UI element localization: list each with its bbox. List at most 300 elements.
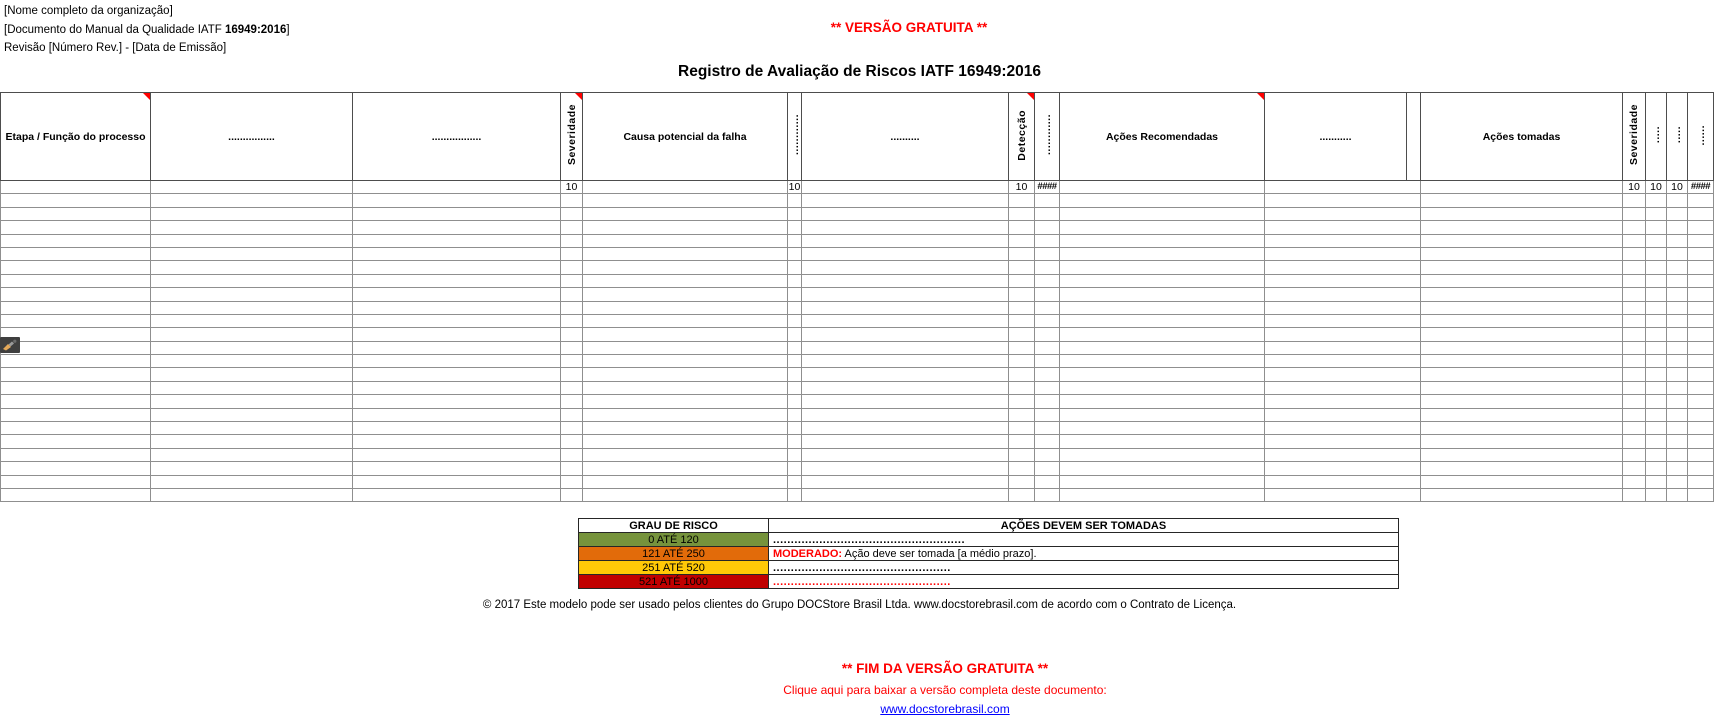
grid-cell[interactable] — [561, 314, 583, 327]
grid-cell[interactable] — [788, 328, 802, 341]
grid-cell[interactable] — [561, 355, 583, 368]
grid-cell[interactable] — [1667, 194, 1688, 207]
grid-cell[interactable] — [1060, 194, 1265, 207]
grid-cell[interactable] — [1, 448, 151, 461]
grid-cell[interactable] — [1421, 462, 1623, 475]
grid-cell[interactable] — [1623, 221, 1646, 234]
grid-cell[interactable] — [353, 274, 561, 287]
grid-cell[interactable] — [353, 207, 561, 220]
grid-cell[interactable] — [1688, 355, 1714, 368]
grid-cell[interactable] — [353, 194, 561, 207]
grid-cell[interactable] — [583, 422, 788, 435]
grid-cell[interactable] — [788, 301, 802, 314]
grid-cell[interactable] — [1421, 247, 1623, 260]
grid-cell[interactable] — [1421, 314, 1623, 327]
grid-cell[interactable] — [1035, 274, 1060, 287]
grid-cell[interactable] — [1688, 448, 1714, 461]
grid-cell[interactable] — [583, 328, 788, 341]
grid-cell[interactable] — [1060, 435, 1265, 448]
grid-cell[interactable] — [561, 247, 583, 260]
grid-cell[interactable] — [1, 435, 151, 448]
grid-cell[interactable]: 10 — [1667, 181, 1688, 194]
grid-cell[interactable] — [151, 381, 353, 394]
grid-cell[interactable] — [353, 221, 561, 234]
grid-cell[interactable] — [1421, 475, 1623, 488]
grid-cell[interactable] — [1646, 448, 1667, 461]
grid-cell[interactable] — [788, 488, 802, 501]
grid-cell[interactable] — [1667, 435, 1688, 448]
grid-cell[interactable] — [1265, 221, 1421, 234]
grid-cell[interactable] — [151, 435, 353, 448]
grid-cell[interactable] — [788, 247, 802, 260]
grid-cell[interactable] — [1060, 408, 1265, 421]
grid-cell[interactable] — [1667, 261, 1688, 274]
grid-cell[interactable] — [583, 368, 788, 381]
grid-cell[interactable] — [1265, 194, 1421, 207]
grid-cell[interactable] — [1667, 328, 1688, 341]
grid-cell[interactable] — [151, 181, 353, 194]
grid-cell[interactable] — [561, 341, 583, 354]
grid-cell[interactable] — [1688, 381, 1714, 394]
grid-cell[interactable] — [353, 408, 561, 421]
grid-cell[interactable] — [561, 435, 583, 448]
grid-cell[interactable] — [1667, 288, 1688, 301]
grid-cell[interactable] — [1623, 261, 1646, 274]
grid-cell[interactable] — [1009, 355, 1035, 368]
grid-cell[interactable] — [788, 341, 802, 354]
grid-cell[interactable] — [1688, 475, 1714, 488]
column-header-10[interactable] — [1265, 93, 1407, 181]
grid-cell[interactable] — [1035, 381, 1060, 394]
grid-cell[interactable] — [1265, 368, 1421, 381]
column-header-12[interactable] — [1421, 93, 1623, 181]
grid-cell[interactable] — [802, 221, 1009, 234]
grid-cell[interactable] — [1421, 274, 1623, 287]
grid-cell[interactable] — [1667, 314, 1688, 327]
grid-cell[interactable] — [561, 368, 583, 381]
grid-cell[interactable] — [1265, 247, 1421, 260]
grid-cell[interactable] — [1421, 368, 1623, 381]
grid-cell[interactable] — [1623, 368, 1646, 381]
grid-cell[interactable] — [151, 341, 353, 354]
grid-cell[interactable] — [561, 301, 583, 314]
grid-cell[interactable] — [1035, 234, 1060, 247]
grid-cell[interactable] — [1623, 247, 1646, 260]
grid-cell[interactable] — [1646, 462, 1667, 475]
grid-cell[interactable] — [353, 181, 561, 194]
grid-cell[interactable] — [151, 408, 353, 421]
grid-cell[interactable] — [1688, 194, 1714, 207]
grid-cell[interactable] — [1009, 368, 1035, 381]
grid-cell[interactable] — [1623, 408, 1646, 421]
grid-cell[interactable] — [1035, 422, 1060, 435]
grid-cell[interactable] — [353, 368, 561, 381]
grid-cell[interactable] — [1667, 408, 1688, 421]
grid-cell[interactable] — [1623, 194, 1646, 207]
grid-cell[interactable] — [561, 475, 583, 488]
grid-cell[interactable] — [1060, 234, 1265, 247]
grid-cell[interactable] — [1688, 422, 1714, 435]
grid-cell[interactable] — [353, 247, 561, 260]
grid-cell[interactable] — [1, 234, 151, 247]
grid-cell[interactable] — [788, 314, 802, 327]
grid-cell[interactable] — [1060, 181, 1265, 194]
grid-cell[interactable] — [1623, 435, 1646, 448]
grid-cell[interactable] — [561, 261, 583, 274]
grid-cell[interactable] — [1646, 422, 1667, 435]
grid-cell[interactable] — [802, 301, 1009, 314]
grid-cell[interactable] — [353, 488, 561, 501]
grid-cell[interactable] — [802, 381, 1009, 394]
column-header-0[interactable] — [1, 93, 151, 181]
grid-cell[interactable] — [1265, 274, 1421, 287]
grid-cell[interactable] — [1060, 274, 1265, 287]
grid-cell[interactable] — [1035, 247, 1060, 260]
grid-cell[interactable] — [1009, 341, 1035, 354]
column-header-6[interactable] — [802, 93, 1009, 181]
grid-cell[interactable] — [802, 288, 1009, 301]
grid-cell[interactable] — [151, 355, 353, 368]
grid-cell[interactable] — [583, 462, 788, 475]
grid-cell[interactable] — [1421, 381, 1623, 394]
grid-cell[interactable] — [561, 221, 583, 234]
grid-cell[interactable] — [1009, 274, 1035, 287]
grid-cell[interactable] — [1009, 448, 1035, 461]
grid-cell[interactable] — [1035, 448, 1060, 461]
grid-cell[interactable] — [1060, 368, 1265, 381]
grid-cell[interactable] — [1667, 341, 1688, 354]
grid-cell[interactable] — [1265, 234, 1421, 247]
grid-cell[interactable] — [353, 448, 561, 461]
grid-cell[interactable] — [1623, 341, 1646, 354]
grid-cell[interactable] — [1265, 408, 1421, 421]
grid-cell[interactable] — [353, 341, 561, 354]
grid-cell[interactable] — [561, 288, 583, 301]
grid-cell[interactable] — [1060, 422, 1265, 435]
grid-cell[interactable] — [1265, 488, 1421, 501]
grid-cell[interactable] — [583, 194, 788, 207]
grid-cell[interactable] — [802, 234, 1009, 247]
grid-cell[interactable] — [1265, 261, 1421, 274]
grid-cell[interactable] — [802, 475, 1009, 488]
grid-cell[interactable] — [1421, 234, 1623, 247]
grid-cell[interactable] — [151, 314, 353, 327]
grid-cell[interactable] — [151, 234, 353, 247]
grid-cell[interactable] — [561, 488, 583, 501]
grid-cell[interactable] — [1667, 368, 1688, 381]
grid-cell[interactable] — [1623, 448, 1646, 461]
grid-cell[interactable]: 10 — [788, 181, 801, 194]
grid-cell[interactable] — [1646, 194, 1667, 207]
grid-cell[interactable] — [1060, 288, 1265, 301]
grid-cell[interactable] — [1623, 462, 1646, 475]
grid-cell[interactable] — [1009, 381, 1035, 394]
grid-cell[interactable] — [1265, 381, 1421, 394]
grid-cell[interactable] — [1265, 395, 1421, 408]
grid-cell[interactable] — [151, 301, 353, 314]
grid-cell[interactable] — [1060, 221, 1265, 234]
grid-cell[interactable] — [802, 422, 1009, 435]
grid-cell[interactable] — [1623, 328, 1646, 341]
grid-cell[interactable] — [1623, 381, 1646, 394]
grid-cell[interactable] — [151, 395, 353, 408]
grid-cell[interactable] — [788, 462, 802, 475]
grid-cell[interactable] — [1, 368, 151, 381]
grid-cell[interactable] — [1646, 488, 1667, 501]
grid-cell[interactable] — [1688, 274, 1714, 287]
grid-cell[interactable] — [788, 395, 802, 408]
grid-cell[interactable] — [1667, 462, 1688, 475]
grid-cell[interactable] — [1009, 395, 1035, 408]
grid-cell[interactable] — [1060, 462, 1265, 475]
grid-cell[interactable] — [1035, 408, 1060, 421]
grid-cell[interactable] — [802, 488, 1009, 501]
grid-cell[interactable] — [802, 247, 1009, 260]
grid-cell[interactable] — [583, 207, 788, 220]
grid-cell[interactable] — [1623, 355, 1646, 368]
grid-cell[interactable] — [1, 194, 151, 207]
grid-cell[interactable] — [1688, 408, 1714, 421]
grid-cell[interactable] — [1646, 368, 1667, 381]
grid-cell[interactable] — [151, 288, 353, 301]
grid-cell[interactable] — [1265, 435, 1421, 448]
column-header-7[interactable] — [1009, 93, 1035, 181]
grid-cell[interactable] — [353, 328, 561, 341]
grid-cell[interactable] — [1421, 181, 1623, 194]
grid-cell[interactable] — [1688, 395, 1714, 408]
grid-cell[interactable] — [1009, 194, 1035, 207]
grid-cell[interactable] — [1688, 247, 1714, 260]
grid-cell[interactable]: 10 — [1623, 181, 1646, 194]
grid-cell[interactable] — [1667, 488, 1688, 501]
grid-cell[interactable] — [1265, 288, 1421, 301]
grid-cell[interactable] — [788, 288, 802, 301]
grid-cell[interactable] — [1009, 261, 1035, 274]
grid-cell[interactable] — [1, 355, 151, 368]
grid-cell[interactable] — [788, 422, 802, 435]
grid-cell[interactable] — [353, 462, 561, 475]
grid-cell[interactable] — [1265, 314, 1421, 327]
grid-cell[interactable] — [1688, 314, 1714, 327]
grid-cell[interactable] — [1667, 234, 1688, 247]
grid-cell[interactable] — [151, 207, 353, 220]
grid-cell[interactable] — [561, 234, 583, 247]
grid-cell[interactable] — [1667, 422, 1688, 435]
grid-cell[interactable] — [1667, 301, 1688, 314]
download-link[interactable]: www.docstorebrasil.com — [880, 702, 1010, 716]
grid-cell[interactable] — [1646, 261, 1667, 274]
grid-cell[interactable] — [1, 422, 151, 435]
column-header-2[interactable] — [353, 93, 561, 181]
grid-cell[interactable] — [353, 234, 561, 247]
grid-cell[interactable] — [583, 261, 788, 274]
grid-cell[interactable] — [1035, 328, 1060, 341]
grid-cell[interactable] — [1688, 341, 1714, 354]
grid-cell[interactable] — [1265, 462, 1421, 475]
grid-cell[interactable] — [583, 395, 788, 408]
grid-cell[interactable] — [151, 274, 353, 287]
grid-cell[interactable] — [1646, 314, 1667, 327]
grid-cell[interactable] — [583, 234, 788, 247]
grid-cell[interactable] — [1060, 475, 1265, 488]
grid-cell[interactable] — [1009, 408, 1035, 421]
grid-cell[interactable] — [1667, 274, 1688, 287]
grid-cell[interactable] — [583, 488, 788, 501]
grid-cell[interactable] — [1623, 234, 1646, 247]
grid-cell[interactable] — [561, 194, 583, 207]
grid-cell[interactable] — [1265, 355, 1421, 368]
grid-cell[interactable] — [1, 462, 151, 475]
grid-cell[interactable] — [1009, 314, 1035, 327]
column-header-16[interactable] — [1688, 93, 1714, 181]
grid-cell[interactable] — [788, 355, 802, 368]
column-header-9[interactable] — [1060, 93, 1265, 181]
grid-cell[interactable] — [1009, 207, 1035, 220]
grid-cell[interactable] — [1623, 475, 1646, 488]
grid-cell[interactable] — [1060, 247, 1265, 260]
grid-cell[interactable] — [583, 247, 788, 260]
grid-cell[interactable] — [1646, 207, 1667, 220]
grid-cell[interactable] — [1035, 194, 1060, 207]
grid-cell[interactable] — [788, 408, 802, 421]
grid-cell[interactable] — [583, 221, 788, 234]
grid-cell[interactable] — [1035, 341, 1060, 354]
grid-cell[interactable] — [1688, 207, 1714, 220]
grid-cell[interactable] — [1646, 408, 1667, 421]
grid-cell[interactable] — [1421, 435, 1623, 448]
grid-cell[interactable] — [802, 395, 1009, 408]
grid-cell[interactable] — [1035, 475, 1060, 488]
grid-cell[interactable] — [1646, 328, 1667, 341]
grid-cell[interactable] — [1646, 475, 1667, 488]
grid-cell[interactable] — [1, 221, 151, 234]
grid-cell[interactable] — [802, 194, 1009, 207]
grid-cell[interactable]: 10 — [561, 181, 583, 194]
grid-cell[interactable] — [151, 221, 353, 234]
grid-cell[interactable] — [788, 194, 802, 207]
grid-cell[interactable] — [802, 314, 1009, 327]
grid-cell[interactable] — [353, 288, 561, 301]
grid-cell[interactable] — [353, 475, 561, 488]
grid-cell[interactable] — [1688, 221, 1714, 234]
column-header-5[interactable] — [788, 93, 802, 181]
grid-cell[interactable] — [1009, 301, 1035, 314]
grid-cell[interactable] — [561, 448, 583, 461]
grid-cell[interactable] — [1, 341, 151, 354]
grid-cell[interactable] — [1265, 301, 1421, 314]
grid-cell[interactable] — [1, 395, 151, 408]
grid-cell[interactable] — [353, 261, 561, 274]
grid-cell[interactable] — [1646, 395, 1667, 408]
grid-cell[interactable] — [1060, 488, 1265, 501]
column-header-13[interactable] — [1623, 93, 1646, 181]
grid-cell[interactable] — [1009, 247, 1035, 260]
grid-cell[interactable] — [151, 328, 353, 341]
grid-cell[interactable] — [1265, 207, 1421, 220]
grid-cell[interactable] — [1667, 381, 1688, 394]
grid-cell[interactable] — [1060, 355, 1265, 368]
grid-cell[interactable] — [1646, 221, 1667, 234]
grid-cell[interactable] — [583, 448, 788, 461]
grid-cell[interactable] — [1060, 328, 1265, 341]
grid-cell[interactable] — [1646, 288, 1667, 301]
grid-cell[interactable] — [1623, 301, 1646, 314]
grid-cell[interactable] — [1623, 395, 1646, 408]
grid-cell[interactable] — [561, 422, 583, 435]
grid-cell[interactable] — [1623, 288, 1646, 301]
grid-cell[interactable] — [802, 207, 1009, 220]
grid-cell[interactable] — [802, 435, 1009, 448]
grid-cell[interactable] — [1646, 274, 1667, 287]
grid-cell[interactable] — [1035, 462, 1060, 475]
grid-cell[interactable] — [1421, 488, 1623, 501]
grid-cell[interactable] — [561, 274, 583, 287]
grid-cell[interactable] — [561, 462, 583, 475]
grid-cell[interactable] — [583, 355, 788, 368]
grid-cell[interactable] — [788, 368, 802, 381]
grid-cell[interactable] — [583, 314, 788, 327]
grid-cell[interactable] — [1, 301, 151, 314]
grid-cell[interactable]: 10 — [1009, 181, 1035, 194]
grid-cell[interactable] — [802, 448, 1009, 461]
grid-cell[interactable] — [1009, 488, 1035, 501]
grid-cell[interactable] — [788, 448, 802, 461]
column-header-8[interactable] — [1035, 93, 1060, 181]
grid-cell[interactable] — [353, 355, 561, 368]
grid-cell[interactable] — [151, 475, 353, 488]
format-brush-icon[interactable] — [0, 337, 20, 353]
grid-cell[interactable] — [561, 408, 583, 421]
column-header-15[interactable] — [1667, 93, 1688, 181]
grid-cell[interactable] — [1035, 368, 1060, 381]
grid-cell[interactable] — [151, 247, 353, 260]
grid-cell[interactable] — [1009, 422, 1035, 435]
grid-cell[interactable] — [1265, 448, 1421, 461]
grid-cell[interactable] — [788, 207, 802, 220]
grid-cell[interactable] — [1009, 221, 1035, 234]
grid-cell[interactable] — [788, 475, 802, 488]
grid-cell[interactable] — [1, 288, 151, 301]
grid-cell[interactable]: #### — [1035, 181, 1060, 194]
grid-cell[interactable] — [1060, 301, 1265, 314]
grid-cell[interactable] — [1265, 341, 1421, 354]
grid-cell[interactable] — [1421, 221, 1623, 234]
grid-cell[interactable] — [1035, 261, 1060, 274]
grid-cell[interactable] — [1646, 381, 1667, 394]
grid-cell[interactable] — [1009, 288, 1035, 301]
grid-cell[interactable] — [788, 274, 802, 287]
grid-cell[interactable] — [1688, 288, 1714, 301]
grid-cell[interactable] — [1035, 221, 1060, 234]
grid-cell[interactable] — [1646, 301, 1667, 314]
grid-cell[interactable] — [151, 261, 353, 274]
grid-cell[interactable] — [802, 355, 1009, 368]
grid-cell[interactable] — [583, 301, 788, 314]
grid-cell[interactable] — [1, 408, 151, 421]
grid-cell[interactable] — [151, 368, 353, 381]
grid-cell[interactable] — [1646, 234, 1667, 247]
grid-cell[interactable] — [1060, 314, 1265, 327]
grid-cell[interactable] — [561, 328, 583, 341]
grid-cell[interactable] — [1, 314, 151, 327]
grid-cell[interactable] — [1, 475, 151, 488]
grid-cell[interactable] — [788, 435, 802, 448]
grid-cell[interactable] — [1688, 261, 1714, 274]
grid-cell[interactable] — [353, 314, 561, 327]
grid-cell[interactable] — [1623, 314, 1646, 327]
grid-cell[interactable] — [1688, 435, 1714, 448]
grid-cell[interactable] — [788, 221, 802, 234]
